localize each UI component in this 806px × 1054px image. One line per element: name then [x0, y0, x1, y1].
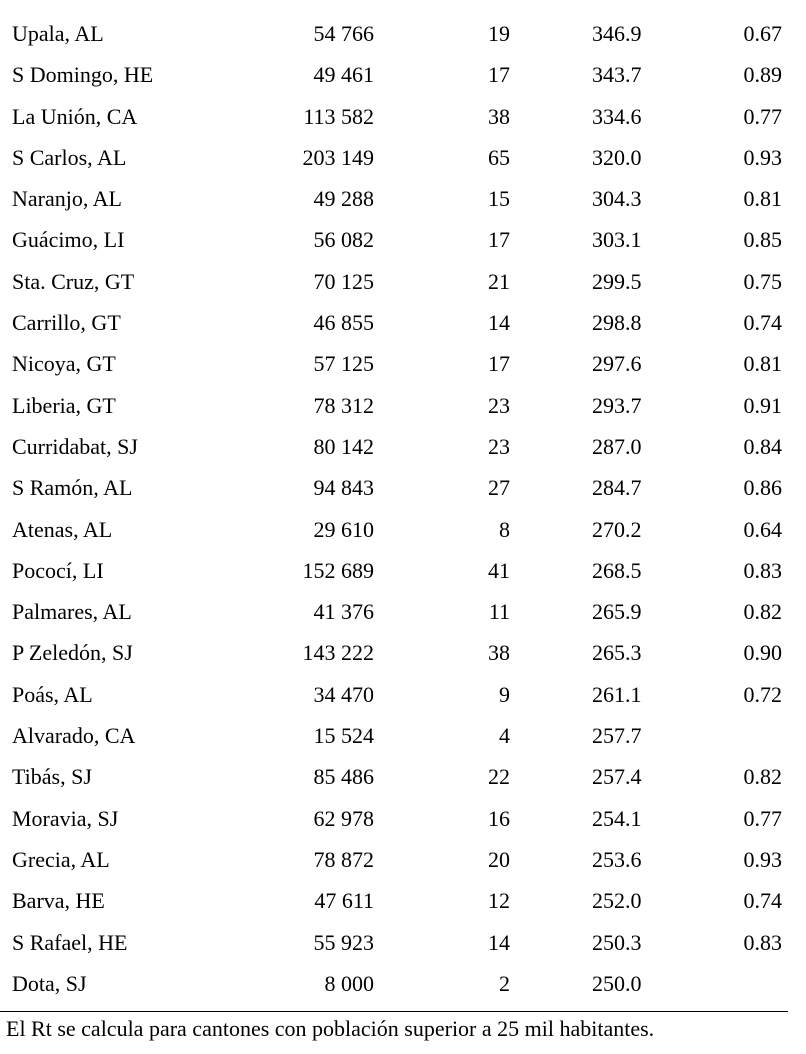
rate-cell: 303.1: [592, 227, 642, 253]
table-row: [0, 219, 806, 260]
rate-cell: 254.1: [592, 805, 642, 831]
cases-cell: 15: [488, 186, 510, 212]
cases-cell: 21: [488, 268, 510, 294]
rate-cell: 265.9: [592, 599, 642, 625]
population-cell: 203 149: [302, 144, 374, 170]
canton-cell: Poás, AL: [12, 681, 93, 707]
rate-cell: 270.2: [592, 516, 642, 542]
table-footnote: El Rt se calcula para cantones con población superior a 25 mil habitantes.: [6, 1016, 655, 1041]
rt-cell: 0.91: [743, 392, 782, 418]
rt-cell: 0.77: [743, 805, 782, 831]
population-cell: 8 000: [324, 970, 374, 996]
cases-cell: 8: [499, 516, 510, 542]
population-cell: 49 461: [313, 62, 374, 88]
canton-cell: Curridabat, SJ: [12, 433, 138, 459]
rt-cell: 0.74: [743, 888, 782, 914]
canton-cell: Barva, HE: [12, 888, 105, 914]
canton-cell: Palmares, AL: [12, 599, 132, 625]
table-row: [0, 963, 806, 1004]
cases-cell: 41: [488, 557, 510, 583]
table-row: [0, 343, 806, 384]
canton-cell: Nicoya, GT: [12, 351, 116, 377]
rate-cell: 343.7: [592, 62, 642, 88]
population-cell: 41 376: [313, 599, 374, 625]
cases-cell: 11: [488, 599, 510, 625]
table-row: [0, 715, 806, 756]
table-row: [0, 880, 806, 921]
table-row: [0, 302, 806, 343]
rate-cell: 304.3: [592, 186, 642, 212]
canton-cell: Tibás, SJ: [12, 764, 92, 790]
table-row: [0, 591, 806, 632]
rate-cell: 250.0: [592, 970, 642, 996]
rt-cell: 0.74: [743, 310, 782, 336]
cases-cell: 20: [488, 846, 510, 872]
table-row: [0, 426, 806, 467]
cases-cell: 65: [488, 144, 510, 170]
table-row: [0, 467, 806, 508]
cases-cell: 14: [488, 929, 510, 955]
canton-cell: Grecia, AL: [12, 846, 110, 872]
cases-cell: 14: [488, 310, 510, 336]
canton-cell: S Rafael, HE: [12, 929, 128, 955]
rate-cell: 334.6: [592, 103, 642, 129]
cases-cell: 27: [488, 475, 510, 501]
table-bottom-rule: [0, 1011, 788, 1012]
rt-cell: 0.82: [743, 764, 782, 790]
cases-cell: 17: [488, 227, 510, 253]
population-cell: 47 611: [314, 888, 374, 914]
canton-cell: S Domingo, HE: [12, 62, 154, 88]
canton-cell: S Carlos, AL: [12, 144, 127, 170]
rate-cell: 250.3: [592, 929, 642, 955]
cases-cell: 23: [488, 433, 510, 459]
rate-cell: 257.7: [592, 723, 642, 749]
population-cell: 15 524: [313, 723, 374, 749]
cases-cell: 38: [488, 640, 510, 666]
data-table: [0, 13, 806, 1004]
table-row: [0, 674, 806, 715]
canton-cell: Carrillo, GT: [12, 310, 121, 336]
table-row: [0, 96, 806, 137]
table-row: [0, 13, 806, 54]
population-cell: 70 125: [313, 268, 374, 294]
canton-cell: S Ramón, AL: [12, 475, 133, 501]
canton-cell: Upala, AL: [12, 21, 104, 46]
rt-cell: 0.67: [743, 21, 782, 46]
rate-cell: 265.3: [592, 640, 642, 666]
population-cell: 143 222: [302, 640, 374, 666]
cases-cell: 17: [488, 62, 510, 88]
cases-cell: 19: [488, 21, 510, 46]
rt-cell: 0.85: [743, 227, 782, 253]
table-row: [0, 385, 806, 426]
cases-cell: 4: [499, 723, 510, 749]
rate-cell: 257.4: [592, 764, 642, 790]
rt-cell: 0.90: [743, 640, 782, 666]
population-cell: 46 855: [313, 310, 374, 336]
rt-cell: 0.84: [743, 433, 782, 459]
rt-cell: 0.89: [743, 62, 782, 88]
rate-cell: 252.0: [592, 888, 642, 914]
population-cell: 78 872: [313, 846, 374, 872]
table-row: [0, 798, 806, 839]
cases-cell: 12: [488, 888, 510, 914]
rate-cell: 253.6: [592, 846, 642, 872]
canton-cell: Naranjo, AL: [12, 186, 122, 212]
cases-cell: 9: [499, 681, 510, 707]
rate-cell: 297.6: [592, 351, 642, 377]
rate-cell: 299.5: [592, 268, 642, 294]
rt-cell: 0.83: [743, 557, 782, 583]
cases-cell: 2: [499, 970, 510, 996]
rate-cell: 293.7: [592, 392, 642, 418]
rt-cell: 0.64: [743, 516, 782, 542]
canton-cell: Liberia, GT: [12, 392, 116, 418]
cases-cell: 17: [488, 351, 510, 377]
population-cell: 94 843: [313, 475, 374, 501]
rate-cell: 268.5: [592, 557, 642, 583]
rt-cell: 0.81: [743, 186, 782, 212]
rt-cell: 0.72: [743, 681, 782, 707]
population-cell: 78 312: [313, 392, 374, 418]
canton-cell: Atenas, AL: [12, 516, 113, 542]
rate-cell: 320.0: [592, 144, 642, 170]
rt-cell: 0.86: [743, 475, 782, 501]
population-cell: 85 486: [313, 764, 374, 790]
table-row: [0, 54, 806, 95]
table-row: [0, 261, 806, 302]
canton-cell: Guácimo, LI: [12, 227, 125, 253]
canton-cell: Alvarado, CA: [12, 723, 136, 749]
cases-cell: 38: [488, 103, 510, 129]
cases-cell: 16: [488, 805, 510, 831]
population-cell: 29 610: [313, 516, 374, 542]
rt-cell: 0.81: [743, 351, 782, 377]
population-cell: 34 470: [313, 681, 374, 707]
population-cell: 54 766: [313, 21, 374, 46]
rate-cell: 346.9: [592, 21, 642, 46]
table-row: [0, 137, 806, 178]
canton-cell: P Zeledón, SJ: [12, 640, 133, 666]
population-cell: 56 082: [313, 227, 374, 253]
table-row: [0, 922, 806, 963]
population-cell: 55 923: [313, 929, 374, 955]
table-row: [0, 756, 806, 797]
table-row: [0, 178, 806, 219]
rt-cell: 0.82: [743, 599, 782, 625]
rate-cell: 298.8: [592, 310, 642, 336]
rt-cell: 0.93: [743, 144, 782, 170]
table-row: [0, 632, 806, 673]
rt-cell: 0.93: [743, 846, 782, 872]
canton-cell: La Unión, CA: [12, 103, 138, 129]
rt-cell: 0.83: [743, 929, 782, 955]
cases-cell: 22: [488, 764, 510, 790]
table-row: [0, 839, 806, 880]
population-cell: 49 288: [313, 186, 374, 212]
table-row: [0, 550, 806, 591]
rate-cell: 261.1: [592, 681, 642, 707]
population-cell: 57 125: [313, 351, 374, 377]
population-cell: 80 142: [313, 433, 374, 459]
rate-cell: 284.7: [592, 475, 642, 501]
population-cell: 62 978: [313, 805, 374, 831]
population-cell: 113 582: [303, 103, 374, 129]
population-cell: 152 689: [302, 557, 374, 583]
canton-cell: Dota, SJ: [12, 970, 87, 996]
canton-cell: Sta. Cruz, GT: [12, 268, 135, 294]
cases-cell: 23: [488, 392, 510, 418]
rt-cell: 0.77: [743, 103, 782, 129]
rt-cell: 0.75: [743, 268, 782, 294]
canton-cell: Pococí, LI: [12, 557, 104, 583]
canton-cell: Moravia, SJ: [12, 805, 119, 831]
rate-cell: 287.0: [592, 433, 642, 459]
table-row: [0, 509, 806, 550]
